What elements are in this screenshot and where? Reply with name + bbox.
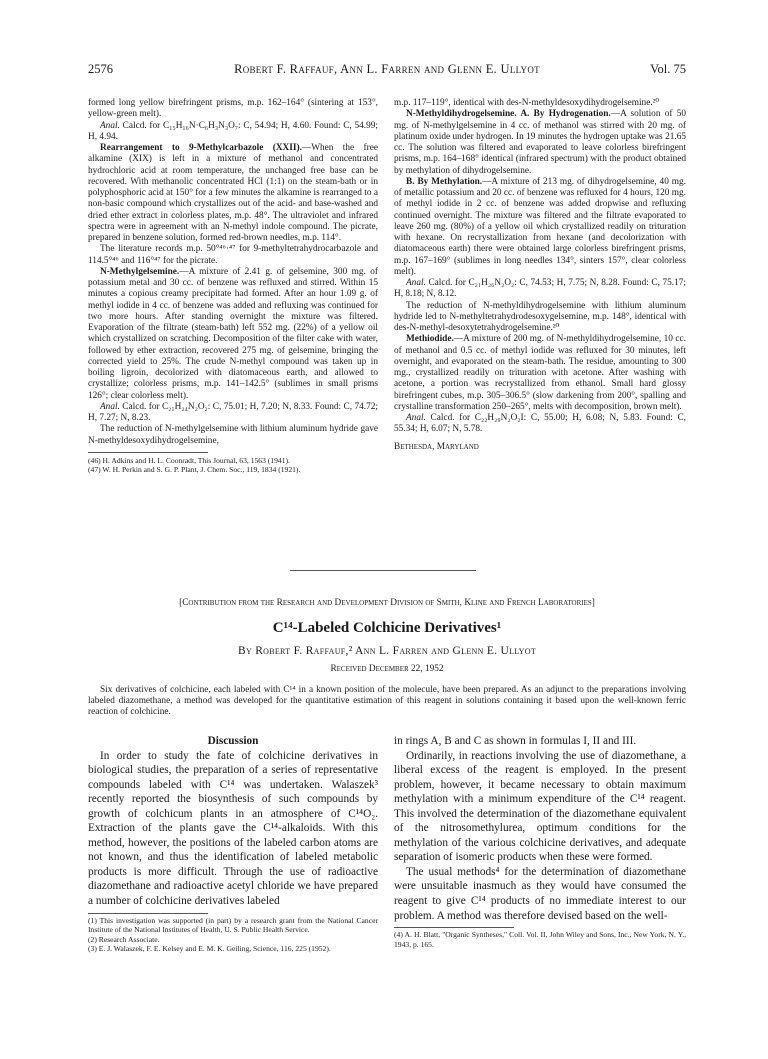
previous-article-right-column — [394, 98, 686, 453]
footnote-46: (46) H. Adkins and H. L. Coonradt, This Journal, 63, 1563 (1941). — [88, 455, 290, 465]
section-run-in-heading: Methiodide. — [406, 334, 454, 345]
section-run-in-heading: N-Methyldihydrogelsemine. A. By Hydrogenation. — [406, 109, 611, 120]
article-authors: By Robert F. Raffauf,² Ann L. Farren and Glenn E. Ullyot — [237, 645, 537, 657]
article-right-column — [394, 734, 686, 949]
paragraph: In order to study the fate of colchicine derivatives in biological studies, the preparation of a series of representative compounds labeled with C¹⁴ was undertaken. Walaszek³ recently reported the biosynthesis of such compounds by growth of colchicum plants in an atmosphere of C¹⁴O₂. Extraction of the plants gave the C¹⁴-alkaloids. With this method, however, the positions of the labeled carbon atoms are not known, and thus the identification of labeled metabolic products is more difficult. Through the use of radioactive diazomethane and radioactive acetyl chloride we have prepared a number of colchicine derivatives labeled — [88, 749, 378, 908]
footnote-47: (47) W. H. Perkin and S. G. P. Plant, J. Chem. Soc., 119, 1834 (1921). — [88, 465, 301, 475]
hydrogenation-paragraph: N-Methyldihydrogelsemine. A. By Hydrogenation.—A solution of 50 mg. of N-methylgelsemine in 4 cc. of methanol was stirred with 20 mg. of platinum oxide under hydrogen. In 19 minutes the hydrogen uptake was 21.65 cc. The solution was filtered and evaporated to leave colorless birefringent prisms, m.p. 164–168° identical (infrared spectrum) with the product obtained by methylation of dihydrogelsemine. — [394, 109, 686, 176]
page-number: 2576 — [88, 62, 113, 76]
section-run-in-heading: B. By Methylation. — [406, 176, 483, 187]
methylation-paragraph: B. By Methylation.—A mixture of 213 mg. of dihydrogelsemine, 40 mg. of metallic potassium and 20 cc. of benzene was refluxed for 4 hours, 120 mg. of methyl iodide in 2 cc. of benzene was added dropwise and refluxing continued overnight. The mixture was filtered and the filtrate evaporated to leave 260 mg. (80%) of a yellow oil which crystallized readily on trituration with hexane. On recrystallization from hexane (and decolorization with diatomaceous earth) there were obtained large colorless birefringent prisms, m.p. 167–169° (sublimes in long needles 134°, sinters 157°, clear colorless melt). — [394, 176, 686, 277]
abstract: Six derivatives of colchicine, each labeled with C¹⁴ in a known position of the molecule, have been prepared. As an adjunct to the preparations involving labeled diazomethane, a method was developed for the quantitative estimation of this reagent in solutions containing it based upon the well-known ferric reaction of colchicine. — [88, 685, 686, 718]
anal-label: Anal. — [406, 413, 426, 423]
methiodide-paragraph: Methiodide.—A mixture of 200 mg. of N-methyldihydrogelsemine, 10 cc. of methanol and 0.5 cc. of methyl iodide was refluxed for 30 minutes, left overnight, and evaporated on the steam-bath. The residue, amounting to 300 mg., crystallized readily on trituration with acetone. After washing with acetone, a portion was recrystallized from ethanol. Small hard glossy birefringent cubes, m.p. 305–306.5° (slow darkening from 200°, spalling and crystalline transformation 250–265°, melts with decomposition, brown melt). — [394, 334, 686, 412]
running-header-authors: Robert F. Raffauf, Ann L. Farren and Glenn E. Ullyot — [234, 62, 540, 76]
contribution-line: [Contribution from the Research and Development Division of Smith, Kline and French Laboratories] — [179, 598, 595, 608]
article-divider — [290, 570, 476, 571]
footnote-4: (4) A. H. Blatt, "Organic Syntheses," Coll. Vol. II, John Wiley and Sons, Inc., New York, N. Y., 1943, p. 165. — [394, 930, 686, 949]
anal-label: Anal. — [100, 120, 120, 131]
discussion-heading: Discussion — [207, 735, 259, 747]
analysis-paragraph: Anal. Calcd. for C₂₁H₂₆N₂O₂: C, 74.53; H, 7.75; N, 8.28. Found: C, 75.17; H, 8.18; N, 8.12. — [394, 278, 686, 300]
analysis-paragraph: Anal. Calcd. for C₂₁H₂₄N₂O₂: C, 75.01; H, 7.20; N, 8.33. Found: C, 74.72; H, 7.27; N, 8.23. — [88, 401, 378, 423]
rearrangement-paragraph: Rearrangement to 9-Methylcarbazole (XXII).—When the free alkamine (XIX) is left in a mixture of methanol and concentrated hydrochloric acid at room temperature, the unchanged free base can be recovered. With methanolic concentrated HCl (1:1) on the steam-bath or in polyphosphoric acid at 150° for a few minutes the alkamine is rearranged to a non-basic compound which crystallizes out of the acid- and base-washed and dried ether extract in colorless plates, m.p. 48°. The ultraviolet and infrared spectra were in agreement with an N-methyl indole compound. The picrate, prepared in benzene solution, formed red-brown needles, m.p. 114°. — [88, 143, 378, 243]
paragraph: m.p. 117–119°, identical with des-N-methyldesoxydihydrogelsemine.²⁰ — [394, 98, 660, 108]
footnote-1: (1) This investigation was supported (in part) by a research grant from the National Cancer Institute of the National Institutes of Health, U. S. Public Health Service. — [88, 915, 378, 935]
received-date: Received December 22, 1952 — [330, 664, 444, 674]
article-title: C¹⁴-Labeled Colchicine Derivatives¹ — [272, 620, 502, 636]
anal-label: Anal. — [406, 278, 426, 288]
paragraph: Ordinarily, in reactions involving the use of diazomethane, a liberal excess of the reagent is employed. In the present problem, however, it became necessary to obtain maximum methylation with a minimum expenditure of the C¹⁴ reagent. This involved the determination of the diazomethane equivalent of the nitrosomethylurea, optimum conditions for the methylation of the various colchicine derivatives, and adequate separation of isomeric products when these were formed. — [394, 749, 686, 864]
paragraph: The reduction of N-methylgelsemine with lithium aluminum hydride gave N-methyldesoxydihydrogelsemine, — [88, 424, 378, 446]
running-header — [88, 62, 686, 78]
paragraph: The literature records m.p. 50°⁴⁶·⁴⁷ for 9-methyltetrahydrocarbazole and 114.5°⁴⁶ and 116°⁴⁷ for the picrate. — [88, 244, 378, 266]
section-run-in-heading: N-Methylgelsemine. — [100, 266, 180, 277]
volume-label: Vol. 75 — [650, 62, 686, 76]
analysis-paragraph: Anal. Calcd. for C₁₅H₁₆N·C₆H₃N₃O₇: C, 54.94; H, 4.60. Found: C, 54.99; H, 4.94. — [88, 120, 378, 142]
paragraph: in rings A, B and C as shown in formulas I, II and III. — [394, 735, 637, 747]
footnote-rule — [88, 452, 208, 453]
place-line: Bethesda, Maryland — [394, 441, 479, 452]
analysis-paragraph: Anal. Calcd. for C₂₂H₂₉N₂O₂I: C, 55.00; H, 6.08; N, 5.83. Found: C, 55.34; H, 6.07; N, 5.78. — [394, 413, 686, 435]
section-run-in-heading: Rearrangement to 9-Methylcarbazole (XXII). — [100, 143, 302, 153]
footnote-3: (3) E. J. Walaszek, F. E. Kelsey and E. M. K. Geiling, Science, 116, 225 (1952). — [88, 944, 331, 954]
anal-label: Anal. — [100, 401, 120, 412]
footnote-rule — [394, 927, 514, 928]
n-methylgelsemine-paragraph: N-Methylgelsemine.—A mixture of 2.41 g. of gelsemine, 300 mg. of potassium metal and 30 cc. of benzene was refluxed and stirred. Within 15 minutes a copious creamy precipitate had formed. After an hour 1.09 g. of methyl iodide in 4 cc. of benzene was added and refluxing was continued for two more hours. After standing overnight the mixture was filtered. Evaporation of the filtrate (steam-bath) left 552 mg. (22%) of a yellow oil which crystallized on scratching. Decomposition of the filter cake with water, followed by ether extraction, recovered 275 mg. of gelsemine, bringing the corrected yield to 25%. The crude N-methyl compound was taken up in boiling ligroin, decolorized with diatomaceous earth, and allowed to crystallize; colorless prisms, m.p. 141–142.5° (sublimes in small prisms 126°; clear colorless melt). — [88, 266, 378, 401]
footnote-rule — [88, 913, 208, 914]
paragraph: formed long yellow birefringent prisms, m.p. 162–164° (sintering at 153°, yellow-green melt). — [88, 98, 378, 120]
paragraph: The usual methods⁴ for the determination of diazomethane were unsuitable inasmuch as they would have consumed the reagent to give C¹⁴ products of no immediate interest to our problem. A method was therefore devised based on the well- — [394, 865, 686, 922]
paragraph: The reduction of N-methyldihydrogelsemine with lithium aluminum hydride led to N-methyltetrahydrodesoxygelsemine, m.p. 148°, identical with des-N-methyl-desoxytetrahydrogelsemine.²⁰ — [394, 300, 686, 333]
article-left-column — [88, 734, 378, 954]
footnote-2: (2) Research Associate. — [88, 934, 160, 944]
previous-article-left-column — [88, 98, 378, 475]
